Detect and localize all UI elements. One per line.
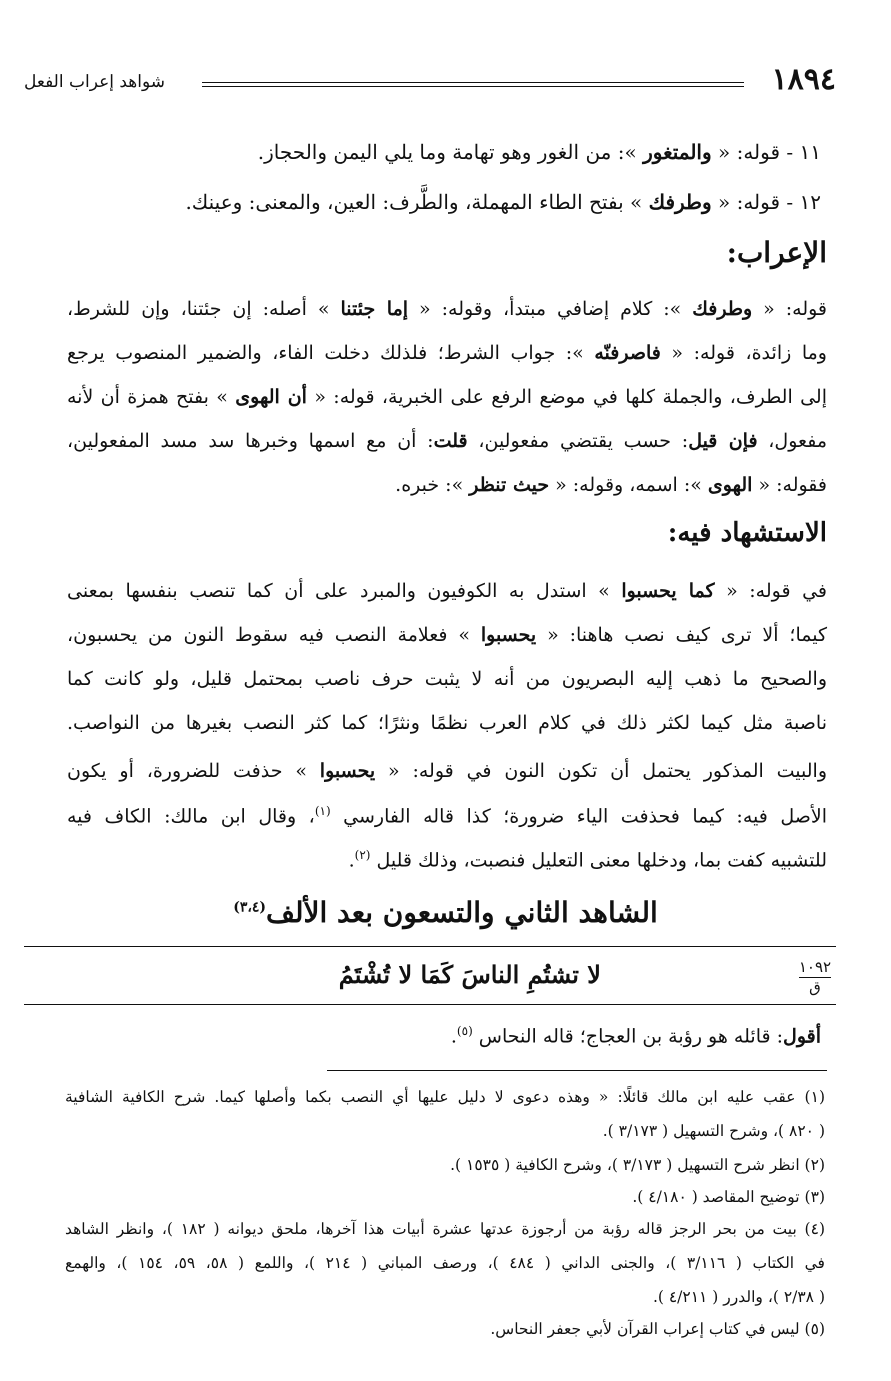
note-11: ١١ - قوله: « والمتغور »: من الغور وهو تهامة وما يلي اليمن والحجاز. [257, 140, 821, 164]
verse-attribution: أقول: قائله هو رؤبة بن العجاج؛ قاله النحاس $^{(٥)}$. [450, 1024, 821, 1048]
footnote-2: (٢) انظر شرح التسهيل ( ٣/١٧٣ )، وشرح الكافية ( ١٥٣٥ ). [450, 1156, 825, 1174]
istishhad-line-2: كيما؛ ألا ترى كيف نصب هاهنا: « يحسبوا » فعلامة النصب فيه سقوط النون من يحسبون، [67, 624, 827, 646]
footnote-1-line-2: ( ٨٢٠ )، وشرح التسهيل ( ٣/١٧٣ ). [602, 1122, 825, 1140]
verse-text: لا تشتُمِ الناسَ كَمَا لا تُشْتَمُ [338, 960, 601, 989]
footnote-1-line-1: (١) عقب عليه ابن مالك قائلًا: « وهذه دعوى لا دليل عليها أي النصب بكما وأصلها كيما. شرح الكافية الشافية [65, 1088, 825, 1106]
footnote-ref-2: (٢) [354, 848, 371, 862]
running-title: شواهد إعراب الفعل [24, 72, 165, 92]
footnote-5: (٥) ليس في كتاب إعراب القرآن لأبي جعفر النحاس. [490, 1320, 825, 1338]
footnote-ref-1: (١) [314, 804, 331, 818]
verse-bottom-rule [24, 1004, 836, 1005]
page-header [24, 62, 836, 102]
footnote-ref-3-4: (٣،٤) [233, 899, 267, 916]
footnote-3: (٣) توضيح المقاصد ( ٤/١٨٠ ). [632, 1188, 825, 1206]
footnote-4-line-1: (٤) بيت من بحر الرجز قاله رؤبة من أرجوزة عدتها عشرة أبيات هذا آخرها، ملحق ديوانه ( ١٨٢ )، وانظر الشاهد [65, 1220, 825, 1238]
irab-line-3: إلى الطرف، والجملة كلها في موضع الرفع على الخبرية، قوله: « أن الهوى » بفتح همزة أن لأنه [67, 386, 828, 408]
footnotes-separator [327, 1070, 827, 1071]
istishhad-heading: الاستشهاد فيه: [667, 518, 827, 548]
verse-top-rule [24, 946, 836, 947]
istishhad-line-5: والبيت المذكور يحتمل أن تكون النون في قوله: « يحسبوا » حذفت للضرورة، أو يكون [67, 760, 827, 782]
shahid-number: ١٠٩٢ ق [798, 958, 832, 996]
header-rule [202, 82, 744, 87]
istishhad-line-4: ناصبة مثل كيما لكثر ذلك في كلام العرب نظمًا ونثرًا؛ كما كثر النصب بغيرها من النواصب. [67, 712, 827, 734]
page-number: ١٨٩٤ [771, 62, 836, 97]
irab-line-4: مفعول، فإن قيل: حسب يقتضي مفعولين، قلت: أن مع اسمها وخبرها سد مسد المفعولين، [67, 430, 827, 452]
istishhad-line-3: والصحيح ما ذهب إليه البصريون من أنه لا يثبت حرف ناصب بمحتمل قليل، ولو كانت كما [67, 668, 827, 690]
irab-line-1: قوله: « وطرفك »: كلام إضافي مبتدأ، وقوله: « إما جئتنا » أصله: إن جئتنا، وإن للشرط، [67, 298, 828, 320]
irab-line-2: وما زائدة، قوله: « فاصرفنّه »: جواب الشرط؛ فلذلك دخلت الفاء، والضمير المنصوب يرجع [67, 342, 827, 364]
istishhad-line-7: للتشبيه كفت بما، ودخلها معنى التعليل فنصبت، وذلك قليل $^{(٢)}$. [348, 848, 827, 872]
note-12: ١٢ - قوله: « وطرفك » بفتح الطاء المهملة، والطَّرف: العين، والمعنى: وعينك. [185, 190, 821, 214]
istishhad-line-1: في قوله: « كما يحسبوا » استدل به الكوفيون والمبرد على أن كما تنصب بنفسها بمعنى [67, 580, 828, 602]
footnote-4-line-2: في الكتاب ( ٣/١١٦ )، والجنى الداني ( ٤٨٤ )، ورصف المباني ( ٢١٤ )، واللمع ( ٥٨، ٥٩، ١٥٤ )، والهمع [65, 1254, 825, 1272]
footnote-4-line-3: ( ٢/٣٨ )، والدرر ( ٤/٢١١ ). [652, 1288, 825, 1306]
irab-line-5: فقوله: « الهوى »: اسمه، وقوله: « حيث تنظر »: خبره. [395, 474, 827, 496]
istishhad-line-6: الأصل فيه: كيما فحذفت الياء ضرورة؛ كذا قاله الفارسي $^{(١)}$، وقال ابن مالك: الكاف فيه [67, 804, 827, 828]
irab-heading: الإعراب: [726, 236, 827, 269]
shahid-title: الشاهد الثاني والتسعون بعد الألف$^{(٣،٤)}$ [233, 896, 658, 929]
footnote-ref-5: (٥) [456, 1024, 473, 1038]
